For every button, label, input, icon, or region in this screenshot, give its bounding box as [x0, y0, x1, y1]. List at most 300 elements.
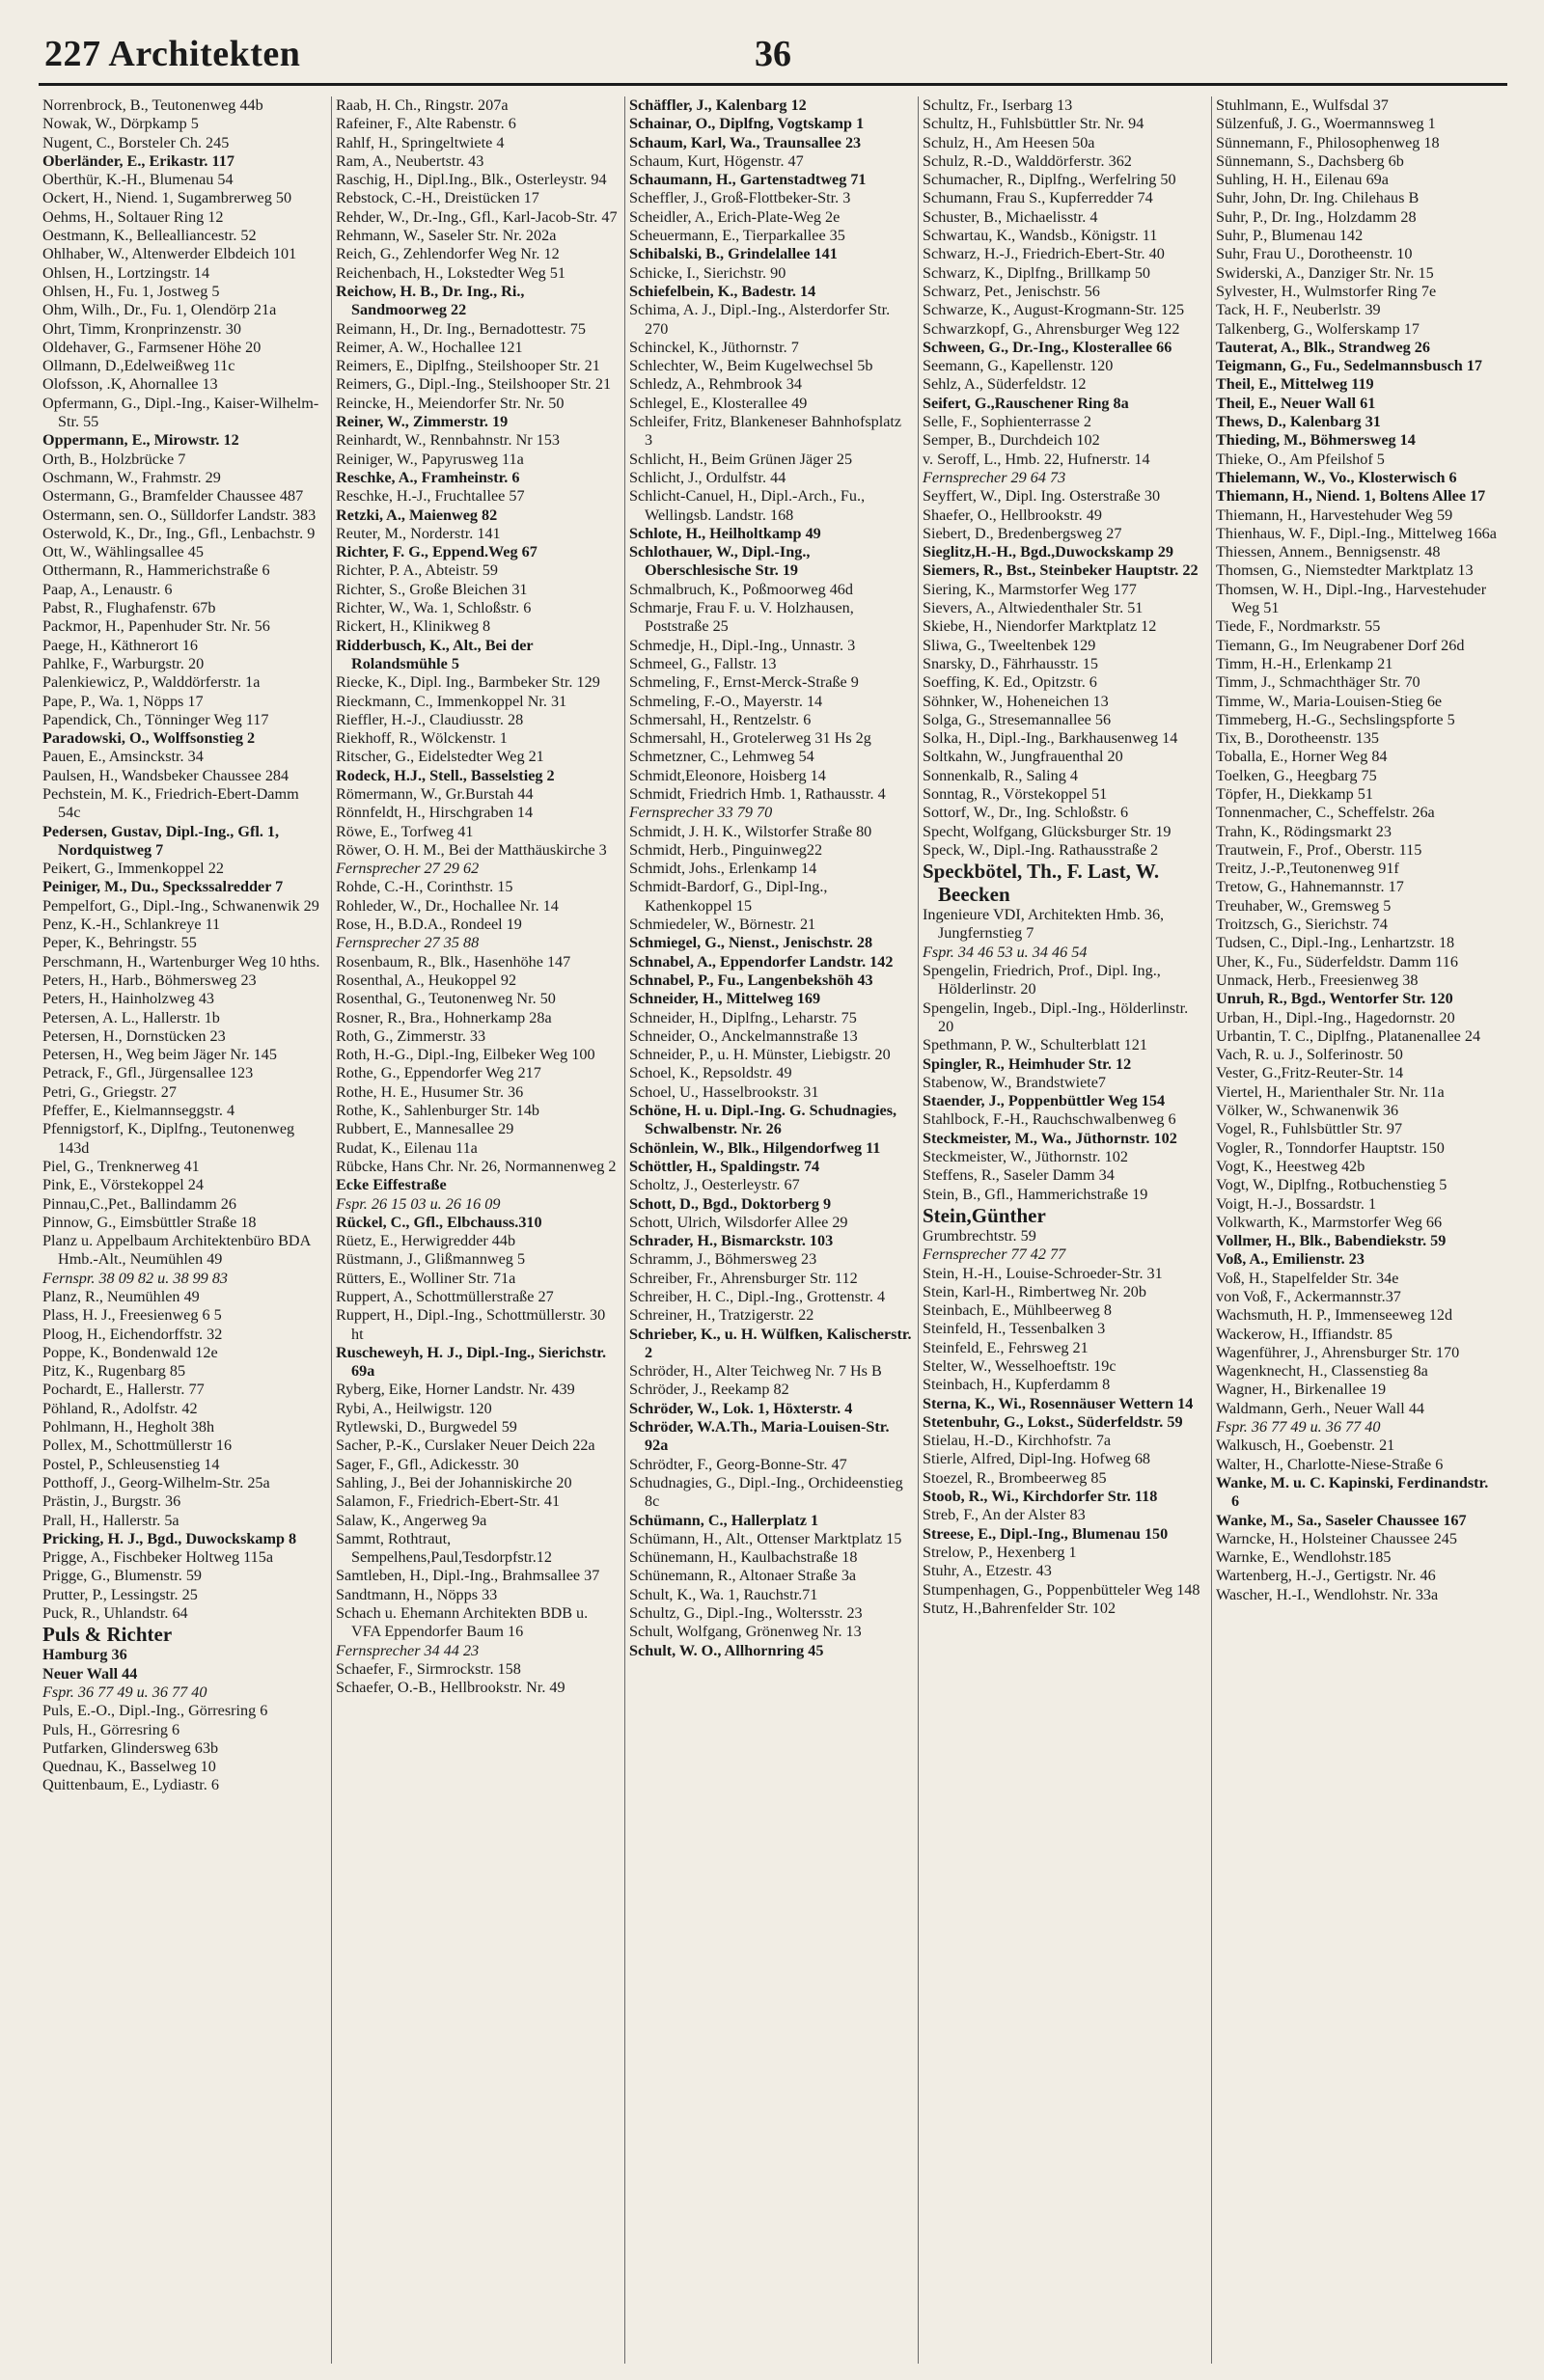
directory-entry: Schlicht-Canuel, H., Dipl.-Arch., Fu., Wellingsb. Landstr. 168 — [629, 487, 866, 524]
directory-entry: Wachsmuth, H. P., Immenseeweg 12d — [1216, 1306, 1453, 1325]
directory-entry: Oppermann, E., Mirowstr. 12 — [42, 431, 239, 450]
directory-entry: Steinbach, H., Kupferdamm 8 — [923, 1376, 1111, 1394]
directory-entry: Schmarje, Frau F. u. V. Holzhausen, Poststraße 25 — [629, 599, 854, 636]
directory-entry: Pfeffer, E., Kielmannseggstr. 4 — [42, 1102, 235, 1120]
directory-entry: Vogt, W., Diplfng., Rotbuchenstieg 5 — [1216, 1176, 1448, 1194]
directory-entry: Sandtmann, H., Nöpps 33 — [336, 1585, 498, 1603]
directory-entry: Prästin, J., Burgstr. 36 — [42, 1492, 181, 1511]
directory-entry: Schmeel, G., Fallstr. 13 — [629, 654, 777, 672]
directory-entry: Steffens, R., Saseler Damm 34 — [923, 1166, 1115, 1185]
directory-entry: Tiede, F., Nordmarkstr. 55 — [1216, 617, 1381, 636]
directory-entry: Retzki, A., Maienweg 82 — [336, 506, 498, 524]
directory-entry: Wanke, M., Sa., Saseler Chaussee 167 — [1216, 1511, 1467, 1529]
directory-entry: Timm, J., Schmachthäger Str. 70 — [1216, 673, 1420, 692]
directory-entry: Roth, G., Zimmerstr. 33 — [336, 1026, 486, 1045]
directory-entry: Schaumann, H., Gartenstadtweg 71 — [629, 171, 867, 189]
directory-entry: Rubbert, E., Mannesallee 29 — [336, 1120, 514, 1138]
directory-entry: Schwarz, H.-J., Friedrich-Ebert-Str. 40 — [923, 245, 1165, 263]
directory-entry: Schicke, I., Sierichstr. 90 — [629, 263, 786, 282]
directory-entry: Schmidt,Eleonore, Hoisberg 14 — [629, 766, 826, 784]
directory-entry: Reichow, H. B., Dr. Ing., Ri., Sandmoorweg 22 — [336, 282, 525, 319]
directory-entry: Schaum, Karl, Wa., Traunsallee 23 — [629, 133, 862, 151]
directory-entry: Fernsprecher 29 64 73 — [923, 468, 1066, 486]
directory-entry: Schrödter, F., Georg-Bonne-Str. 47 — [629, 1455, 847, 1473]
directory-entry: Puck, R., Uhlandstr. 64 — [42, 1604, 188, 1623]
directory-entry: Nugent, C., Borsteler Ch. 245 — [42, 133, 230, 151]
column-2 — [332, 96, 625, 2364]
directory-entry: Stumpenhagen, G., Poppenbütteler Weg 148 — [923, 1580, 1200, 1599]
directory-entry: Tix, B., Dorotheenstr. 135 — [1216, 729, 1379, 748]
directory-entry: Paege, H., Käthnerort 16 — [42, 636, 198, 654]
directory-entry: Treitz, J.-P.,Teutonenweg 91f — [1216, 860, 1399, 878]
directory-entry: Neuer Wall 44 — [42, 1664, 138, 1682]
directory-entry: Thiessen, Annem., Bennigsenstr. 48 — [1216, 543, 1441, 561]
directory-entry: Thomsen, G., Niemstedter Marktplatz 13 — [1216, 561, 1474, 580]
directory-entry: Fspr. 36 77 49 u. 36 77 40 — [42, 1682, 207, 1701]
directory-entry: Teigmann, G., Fu., Sedelmannsbusch 17 — [1216, 357, 1483, 375]
section-title: 227 Architekten — [44, 34, 301, 74]
directory-entry: Petersen, H., Dornstücken 23 — [42, 1026, 226, 1045]
directory-entry: Schönlein, W., Blk., Hilgendorfweg 11 — [629, 1138, 881, 1157]
directory-entry: Schmeling, F., Ernst-Merck-Straße 9 — [629, 673, 859, 692]
directory-entry: Schröder, W.A.Th., Maria-Louisen-Str. 92a — [629, 1418, 890, 1455]
directory-entry: Schmiedeler, W., Börnestr. 21 — [629, 916, 816, 934]
directory-entry: Siering, K., Marmstorfer Weg 177 — [923, 580, 1137, 598]
directory-entry: Perschmann, H., Wartenburger Weg 10 hths. — [42, 952, 320, 971]
directory-entry: Thomsen, W. H., Dipl.-Ing., Harvestehuder Weg 51 — [1216, 580, 1487, 617]
directory-entry: Olofsson, .K, Ahornallee 13 — [42, 375, 218, 394]
column-4 — [919, 96, 1212, 2364]
directory-entry: Tretow, G., Hahnemannstr. 17 — [1216, 878, 1404, 896]
directory-entry: Sottorf, W., Dr., Ing. Schloßstr. 6 — [923, 804, 1129, 822]
directory-entry: Strelow, P., Hexenberg 1 — [923, 1543, 1077, 1561]
directory-entry: Soeffing, K. Ed., Opitzstr. 6 — [923, 673, 1097, 692]
directory-entry: Seifert, G.,Rauschener Ring 8a — [923, 394, 1129, 412]
directory-entry: Sonnenkalb, R., Saling 4 — [923, 766, 1078, 784]
directory-entry: Speckbötel, Th., F. Last, W. Beecken — [923, 860, 1160, 907]
column-3 — [625, 96, 919, 2364]
directory-entry: Ohlsen, H., Lortzingstr. 14 — [42, 263, 210, 282]
directory-entry: Schmeling, F.-O., Mayerstr. 14 — [629, 692, 823, 710]
directory-entry: Reimers, E., Diplfng., Steilshooper Str. 21 — [336, 357, 600, 375]
directory-entry: Trautwein, F., Prof., Oberstr. 115 — [1216, 840, 1422, 859]
directory-entry: Wackerow, H., Iffiandstr. 85 — [1216, 1325, 1392, 1343]
directory-entry: Reschke, H.-J., Fruchtallee 57 — [336, 487, 525, 506]
directory-entry: Orth, B., Holzbrücke 7 — [42, 450, 186, 468]
directory-entry: Oehms, H., Soltauer Ring 12 — [42, 207, 224, 226]
directory-entry: Semper, B., Durchdeich 102 — [923, 431, 1100, 450]
directory-entry: Söhnker, W., Hoheneichen 13 — [923, 692, 1109, 710]
directory-entry: Stein, B., Gfl., Hammerichstraße 19 — [923, 1185, 1148, 1203]
directory-entry: Richter, W., Wa. 1, Schloßstr. 6 — [336, 599, 532, 617]
directory-entry: Ruppert, H., Dipl.-Ing., Schottmüllerstr. 30 ht — [336, 1306, 606, 1343]
directory-entry: Piel, G., Trenknerweg 41 — [42, 1157, 200, 1175]
directory-entry: Schach u. Ehemann Architekten BDB u. VFA Eppendorfer Baum 16 — [336, 1604, 589, 1641]
directory-entry: Tack, H. F., Neuberlstr. 39 — [1216, 301, 1381, 319]
directory-entry: Richter, P. A., Abteistr. 59 — [336, 561, 498, 580]
directory-entry: Reinhardt, W., Rennbahnstr. Nr 153 — [336, 431, 560, 450]
directory-entry: Peikert, G., Immenkoppel 22 — [42, 860, 224, 878]
directory-entry: Fernspr. 38 09 82 u. 38 99 83 — [42, 1269, 229, 1287]
directory-entry: Schledz, A., Rehmbrook 34 — [629, 375, 802, 394]
directory-entry: Speck, W., Dipl.-Ing. Rathausstraße 2 — [923, 840, 1159, 859]
directory-entry: Vogt, K., Heestweg 42b — [1216, 1157, 1365, 1175]
directory-entry: Osterwold, K., Dr., Ing., Gfl., Lenbachstr. 9 — [42, 524, 316, 542]
directory-entry: Planz, R., Neumühlen 49 — [42, 1288, 200, 1305]
directory-entry: Völker, W., Schwanenwik 36 — [1216, 1102, 1399, 1120]
directory-entry: Swiderski, A., Danziger Str. Nr. 15 — [1216, 263, 1434, 282]
directory-entry: Oschmann, W., Frahmstr. 29 — [42, 468, 221, 486]
directory-entry: Fernsprecher 33 79 70 — [629, 804, 773, 822]
directory-entry: Pitz, K., Rugenbarg 85 — [42, 1362, 186, 1381]
directory-entry: Suhr, P., Dr. Ing., Holzdamm 28 — [1216, 207, 1417, 226]
directory-entry: Schröder, H., Alter Teichweg Nr. 7 Hs B — [629, 1362, 882, 1381]
directory-entry: Schrieber, K., u. H. Wülfken, Kalischerstr. 2 — [629, 1325, 912, 1361]
directory-entry: Petri, G., Griegstr. 27 — [42, 1082, 177, 1101]
directory-entry: Rosenthal, A., Heukoppel 92 — [336, 971, 517, 989]
directory-entry: Quednau, K., Basselweg 10 — [42, 1758, 216, 1776]
directory-entry: Schneider, H., Diplfng., Leharstr. 75 — [629, 1008, 857, 1026]
directory-entry: Nowak, W., Dörpkamp 5 — [42, 115, 199, 133]
directory-entry: Sahling, J., Bei der Johanniskirche 20 — [336, 1473, 572, 1491]
directory-entry: Unruh, R., Bgd., Wentorfer Str. 120 — [1216, 990, 1453, 1008]
directory-entry: Pauen, E., Amsinckstr. 34 — [42, 748, 204, 766]
directory-entry: Schmedje, H., Dipl.-Ing., Unnastr. 3 — [629, 636, 856, 654]
directory-entry: Rytlewski, D., Burgwedel 59 — [336, 1418, 517, 1436]
directory-entry: Peters, H., Harb., Böhmersweg 23 — [42, 971, 257, 989]
directory-entry: Fernsprecher 27 35 88 — [336, 934, 480, 952]
directory-entry: Rosenbaum, R., Blk., Hasenhöhe 147 — [336, 952, 571, 971]
directory-entry: Siemers, R., Bst., Steinbeker Hauptstr. 22 — [923, 561, 1199, 580]
directory-entry: Ingenieure VDI, Architekten Hmb. 36, Jungfernstieg 7 — [923, 906, 1165, 943]
directory-entry: Petrack, F., Gfl., Jürgensallee 123 — [42, 1064, 254, 1082]
directory-entry: Tonnenmacher, C., Scheffelstr. 26a — [1216, 804, 1435, 822]
directory-entry: Waldmann, Gerh., Neuer Wall 44 — [1216, 1399, 1425, 1417]
directory-entry: Samtleben, H., Dipl.-Ing., Brahmsallee 37 — [336, 1567, 600, 1585]
directory-entry: Schreiber, H. C., Dipl.-Ing., Grottenstr. 4 — [629, 1288, 886, 1305]
directory-entry: Schmidt, Johs., Erlenkamp 14 — [629, 860, 817, 878]
directory-entry: Pape, P., Wa. 1, Nöpps 17 — [42, 692, 204, 710]
directory-entry: Solka, H., Dipl.-Ing., Barkhausenweg 14 — [923, 729, 1178, 748]
directory-entry: Suhr, John, Dr. Ing. Chilehaus B — [1216, 189, 1420, 207]
directory-entry: Pechstein, M. K., Friedrich-Ebert-Damm 54c — [42, 784, 299, 822]
directory-entry: Pricking, H. J., Bgd., Duwockskamp 8 — [42, 1529, 297, 1547]
directory-entry: Stein, H.-H., Louise-Schroeder-Str. 31 — [923, 1264, 1163, 1282]
directory-entry: Schultz, G., Dipl.-Ing., Woltersstr. 23 — [629, 1604, 863, 1623]
directory-entry: Schmetzner, C., Lehmweg 54 — [629, 748, 814, 766]
directory-entry: Timm, H.-H., Erlenkamp 21 — [1216, 654, 1393, 672]
directory-entry: Steckmeister, W., Jüthornstr. 102 — [923, 1148, 1128, 1166]
directory-entry: Unmack, Herb., Freesienweg 38 — [1216, 971, 1419, 989]
directory-entry: Schainar, O., Diplfng, Vogtskamp 1 — [629, 115, 865, 133]
directory-entry: Paulsen, H., Wandsbeker Chaussee 284 — [42, 766, 290, 784]
directory-entry: Schröder, J., Reekamp 82 — [629, 1381, 789, 1399]
directory-entry: Schrader, H., Bismarckstr. 103 — [629, 1232, 834, 1250]
directory-entry: Pink, E., Vörstekoppel 24 — [42, 1176, 204, 1194]
directory-entry: Spengelin, Friedrich, Prof., Dipl. Ing., Hölderlinstr. 20 — [923, 962, 1161, 999]
directory-entry: Röwe, E., Torfweg 41 — [336, 822, 474, 840]
directory-entry: Schlechter, W., Beim Kugelwechsel 5b — [629, 357, 873, 375]
directory-entry: Fspr. 34 46 53 u. 34 46 54 — [923, 943, 1088, 961]
directory-entry: Schlicht, H., Beim Grünen Jäger 25 — [629, 450, 853, 468]
directory-entry: Schumann, Frau S., Kupferredder 74 — [923, 189, 1153, 207]
directory-entry: Rieckmann, C., Immenkoppel Nr. 31 — [336, 692, 567, 710]
directory-entry: Schoel, U., Hasselbrookstr. 31 — [629, 1082, 819, 1101]
directory-entry: Rieffler, H.-J., Claudiusstr. 28 — [336, 710, 524, 728]
directory-entry: Paradowski, O., Wolffsonstieg 2 — [42, 729, 256, 748]
directory-entry: Rohde, C.-H., Corinthstr. 15 — [336, 878, 513, 896]
directory-entry: Ruppert, A., Schottmüllerstraße 27 — [336, 1288, 554, 1305]
directory-entry: Schwarze, K., August-Krogmann-Str. 125 — [923, 301, 1185, 319]
directory-entry: Volkwarth, K., Marmstorfer Weg 66 — [1216, 1213, 1443, 1231]
directory-entry: Stein, Karl-H., Rimbertweg Nr. 20b — [923, 1282, 1146, 1300]
directory-entry: Oestmann, K., Bellealliancestr. 52 — [42, 227, 257, 245]
directory-entry: Pabst, R., Flughafenstr. 67b — [42, 599, 216, 617]
directory-entry: Trahn, K., Rödingsmarkt 23 — [1216, 822, 1392, 840]
directory-entry: Ryberg, Eike, Horner Landstr. Nr. 439 — [336, 1381, 575, 1399]
directory-entry: Norrenbrock, B., Teutonenweg 44b — [42, 96, 263, 114]
directory-entry: Warnke, E., Wendlohstr.185 — [1216, 1548, 1392, 1567]
directory-columns — [39, 96, 1507, 2364]
directory-entry: Schiefelbein, K., Badestr. 14 — [629, 282, 816, 300]
directory-entry: Shaefer, O., Hellbrookstr. 49 — [923, 506, 1102, 524]
directory-entry: Reschke, A., Framheinstr. 6 — [336, 468, 520, 486]
directory-entry: Schlicht, J., Ordulfstr. 44 — [629, 468, 786, 486]
directory-entry: Stahlbock, F.-H., Rauchschwalbenweg 6 — [923, 1110, 1176, 1129]
directory-entry: Schleifer, Fritz, Blankeneser Bahnhofsplatz 3 — [629, 413, 902, 450]
directory-entry: Schmidt-Bardorf, G., Dipl-Ing., Kathenkoppel 15 — [629, 878, 828, 915]
directory-entry: Pohlmann, H., Hegholt 38h — [42, 1418, 215, 1436]
directory-entry: Rübcke, Hans Chr. Nr. 26, Normannenweg 2 — [336, 1157, 617, 1175]
directory-entry: Thiemann, H., Niend. 1, Boltens Allee 17 — [1216, 487, 1486, 506]
directory-entry: Schmalbruch, K., Poßmoorweg 46d — [629, 580, 853, 598]
directory-entry: Rafeiner, F., Alte Rabenstr. 6 — [336, 115, 516, 133]
directory-entry: Urban, H., Dipl.-Ing., Hagedornstr. 20 — [1216, 1008, 1455, 1026]
directory-entry: Postel, P., Schleusenstieg 14 — [42, 1455, 220, 1473]
directory-entry: Ockert, H., Niend. 1, Sugambrerweg 50 — [42, 189, 292, 207]
directory-entry: Rebstock, C.-H., Dreistücken 17 — [336, 189, 539, 207]
directory-entry: Ram, A., Neubertstr. 43 — [336, 151, 484, 170]
directory-entry: Schneider, O., Anckelmannstraße 13 — [629, 1026, 858, 1045]
directory-entry: Pollex, M., Schottmüllerstr 16 — [42, 1436, 233, 1455]
page-number: 36 — [755, 34, 791, 74]
directory-entry: Scheuermann, E., Tierparkallee 35 — [629, 227, 845, 245]
directory-entry: Ollmann, D.,Edelweißweg 11c — [42, 357, 235, 375]
directory-entry: Prigge, A., Fischbeker Holtweg 115a — [42, 1548, 274, 1567]
directory-entry: Plass, H. J., Freesienweg 6 5 — [42, 1306, 222, 1325]
directory-entry: Stielau, H.-D., Kirchhofstr. 7a — [923, 1432, 1112, 1450]
directory-entry: Schima, A. J., Dipl.-Ing., Alsterdorfer Str. 270 — [629, 301, 891, 338]
directory-entry: Schult, K., Wa. 1, Rauchstr.71 — [629, 1585, 818, 1603]
directory-entry: Spengelin, Ingeb., Dipl.-Ing., Hölderlinstr. 20 — [923, 999, 1189, 1035]
directory-entry: Vester, G.,Fritz-Reuter-Str. 14 — [1216, 1064, 1404, 1082]
directory-entry: Rüetz, E., Herwigredder 44b — [336, 1232, 516, 1250]
directory-entry: Tiemann, G., Im Neugrabener Dorf 26d — [1216, 636, 1465, 654]
column-5 — [1212, 96, 1505, 2364]
directory-entry: Timme, W., Maria-Louisen-Stieg 6e — [1216, 692, 1443, 710]
directory-entry: Wartenberg, H.-J., Gertigstr. Nr. 46 — [1216, 1567, 1436, 1585]
directory-entry: Pahlke, F., Warburgstr. 20 — [42, 654, 205, 672]
directory-entry: Pöhland, R., Adolfstr. 42 — [42, 1399, 198, 1417]
directory-entry: Schäffler, J., Kalenbarg 12 — [629, 96, 807, 114]
directory-entry: Stabenow, W., Brandstwiete7 — [923, 1073, 1107, 1091]
directory-entry: von Voß, F., Ackermannstr.37 — [1216, 1288, 1401, 1305]
directory-entry: Penz, K.-H., Schlankreye 11 — [42, 916, 221, 934]
directory-entry: Petersen, A. L., Hallerstr. 1b — [42, 1008, 220, 1026]
directory-entry: Fspr. 36 77 49 u. 36 77 40 — [1216, 1418, 1381, 1436]
directory-entry: Reuter, M., Norderstr. 141 — [336, 524, 501, 542]
directory-entry: Oberländer, E., Erikastr. 117 — [42, 151, 234, 170]
directory-entry: Scheffler, J., Groß-Flottbeker-Str. 3 — [629, 189, 851, 207]
directory-entry: Puls, E.-O., Dipl.-Ing., Görresring 6 — [42, 1702, 268, 1720]
directory-entry: Seemann, G., Kapellenstr. 120 — [923, 357, 1114, 375]
directory-entry: Reiniger, W., Papyrusweg 11a — [336, 450, 524, 468]
directory-entry: Specht, Wolfgang, Glücksburger Str. 19 — [923, 822, 1172, 840]
directory-entry: Theil, E., Mittelweg 119 — [1216, 375, 1374, 394]
directory-entry: Grumbrechtstr. 59 — [923, 1226, 1036, 1245]
directory-entry: Römermann, W., Gr.Burstah 44 — [336, 784, 534, 803]
directory-entry: Fernsprecher 77 42 77 — [923, 1245, 1066, 1264]
directory-entry: Schwartau, K., Wandsb., Königstr. 11 — [923, 227, 1158, 245]
directory-entry: Schwarzkopf, G., Ahrensburger Weg 122 — [923, 319, 1180, 338]
directory-entry: Sonntag, R., Vörstekoppel 51 — [923, 784, 1108, 803]
directory-entry: Schott, Ulrich, Wilsdorfer Allee 29 — [629, 1213, 848, 1231]
directory-entry: Peters, H., Hainholzweg 43 — [42, 990, 215, 1008]
directory-entry: Röwer, O. H. M., Bei der Matthäuskirche 3 — [336, 840, 607, 859]
directory-entry: Snarsky, D., Fährhausstr. 15 — [923, 654, 1098, 672]
directory-entry: Reich, G., Zehlendorfer Weg Nr. 12 — [336, 245, 560, 263]
directory-entry: Pochardt, E., Hallerstr. 77 — [42, 1381, 205, 1399]
directory-entry: Wascher, H.-I., Wendlohstr. Nr. 33a — [1216, 1585, 1439, 1603]
directory-entry: Steinfeld, H., Tessenbalken 3 — [923, 1320, 1106, 1338]
directory-entry: Stoezel, R., Brombeerweg 85 — [923, 1468, 1107, 1487]
directory-entry: Papendick, Ch., Tönninger Weg 117 — [42, 710, 269, 728]
directory-entry: Sammt, Rothtraut, Sempelhens,Paul,Tesdorpfstr.12 — [336, 1529, 552, 1567]
directory-entry: Richter, F. G., Eppend.Weg 67 — [336, 543, 538, 561]
directory-entry: Schultz, Fr., Iserbarg 13 — [923, 96, 1073, 114]
directory-entry: Peper, K., Behringstr. 55 — [42, 934, 197, 952]
directory-entry: Prigge, G., Blumenstr. 59 — [42, 1567, 203, 1585]
directory-entry: Siebert, D., Bredenbergsweg 27 — [923, 524, 1122, 542]
directory-entry: Paap, A., Lenaustr. 6 — [42, 580, 173, 598]
directory-entry: Rosenthal, G., Teutonenweg Nr. 50 — [336, 990, 556, 1008]
directory-entry: Rütters, E., Wolliner Str. 71a — [336, 1269, 516, 1287]
directory-entry: Schmersahl, H., Grotelerweg 31 Hs 2g — [629, 729, 871, 748]
directory-entry: Fernsprecher 34 44 23 — [336, 1641, 480, 1659]
directory-entry: Vogel, R., Fuhlsbüttler Str. 97 — [1216, 1120, 1403, 1138]
directory-entry: Solga, G., Stresemannallee 56 — [923, 710, 1112, 728]
directory-entry: Riekhoff, R., Wölckenstr. 1 — [336, 729, 508, 748]
directory-entry: Schmidt, J. H. K., Wilstorfer Straße 80 — [629, 822, 872, 840]
directory-entry: Schultz, H., Fuhlsbüttler Str. Nr. 94 — [923, 115, 1144, 133]
directory-entry: Reichenbach, H., Lokstedter Weg 51 — [336, 263, 565, 282]
directory-entry: Voß, A., Emilienstr. 23 — [1216, 1250, 1365, 1269]
directory-entry: Thieding, M., Böhmersweg 14 — [1216, 431, 1416, 450]
directory-entry: Ritscher, G., Eidelstedter Weg 21 — [336, 748, 544, 766]
directory-entry: Opfermann, G., Dipl.-Ing., Kaiser-Wilhelm-Str. 55 — [42, 394, 319, 431]
directory-entry: Schünemann, R., Altonaer Straße 3a — [629, 1567, 857, 1585]
directory-entry: Petersen, H., Weg beim Jäger Nr. 145 — [42, 1046, 277, 1064]
directory-entry: Raab, H. Ch., Ringstr. 207a — [336, 96, 509, 114]
directory-entry: Suhr, P., Blumenau 142 — [1216, 227, 1364, 245]
directory-entry: Schöne, H. u. Dipl.-Ing. G. Schudnagies, Schwalbenstr. Nr. 26 — [629, 1102, 897, 1138]
directory-entry: Pinnow, G., Eimsbüttler Straße 18 — [42, 1213, 257, 1231]
directory-entry: Staender, J., Poppenbüttler Weg 154 — [923, 1092, 1166, 1110]
directory-entry: Pedersen, Gustav, Dipl.-Ing., Gfl. 1, Nordquistweg 7 — [42, 822, 280, 859]
directory-entry: Schudnagies, G., Dipl.-Ing., Orchideenstieg 8c — [629, 1473, 903, 1511]
directory-entry: Rosner, R., Bra., Hohnerkamp 28a — [336, 1008, 552, 1026]
directory-entry: Ploog, H., Eichendorffstr. 32 — [42, 1325, 223, 1343]
directory-entry: Rose, H., B.D.A., Rondeel 19 — [336, 916, 522, 934]
directory-entry: Schulz, H., Am Heesen 50a — [923, 133, 1095, 151]
directory-entry: Potthoff, J., Georg-Wilhelm-Str. 25a — [42, 1473, 270, 1491]
directory-entry: Sünnemann, S., Dachsberg 6b — [1216, 151, 1404, 170]
directory-entry: Puls, H., Görresring 6 — [42, 1720, 180, 1738]
directory-entry: Rönnfeldt, H., Hirschgraben 14 — [336, 804, 534, 822]
directory-entry: Rothe, G., Eppendorfer Weg 217 — [336, 1064, 541, 1082]
directory-entry: Stuhr, A., Etzestr. 43 — [923, 1562, 1052, 1580]
directory-entry: Skiebe, H., Niendorfer Marktplatz 12 — [923, 617, 1157, 636]
directory-entry: Raschig, H., Dipl.Ing., Blk., Osterleystr. 94 — [336, 171, 607, 189]
directory-entry: Spingler, R., Heimhuder Str. 12 — [923, 1054, 1132, 1073]
directory-entry: Viertel, H., Marienthaler Str. Nr. 11a — [1216, 1082, 1445, 1101]
directory-entry: Ohlsen, H., Fu. 1, Jostweg 5 — [42, 282, 220, 300]
page-header — [39, 31, 1507, 86]
directory-entry: Schumacher, R., Diplfng., Werfelring 50 — [923, 171, 1176, 189]
directory-entry: Wagenknecht, H., Classenstieg 8a — [1216, 1362, 1428, 1381]
directory-entry: Ruscheweyh, H. J., Dipl.-Ing., Sierichstr. 69a — [336, 1343, 606, 1381]
directory-entry: Ostermann, G., Bramfelder Chaussee 487 — [42, 487, 304, 506]
directory-entry: Schwarz, Pet., Jenischstr. 56 — [923, 282, 1100, 300]
directory-entry: Wagenführer, J., Ahrensburger Str. 170 — [1216, 1343, 1460, 1361]
directory-entry: Reincke, H., Meiendorfer Str. Nr. 50 — [336, 394, 565, 412]
directory-entry: Timmeberg, H.-G., Sechslingspforte 5 — [1216, 710, 1455, 728]
directory-entry: Schneider, P., u. H. Münster, Liebigstr. 20 — [629, 1046, 891, 1064]
directory-entry: Salaw, K., Angerweg 9a — [336, 1511, 487, 1529]
directory-entry: Fernsprecher 27 29 62 — [336, 860, 480, 878]
directory-entry: Schümann, C., Hallerplatz 1 — [629, 1511, 819, 1529]
directory-entry: Uher, K., Fu., Süderfeldstr. Damm 116 — [1216, 952, 1458, 971]
directory-entry: Suhling, H. H., Eilenau 69a — [1216, 171, 1389, 189]
directory-entry: Spethmann, P. W., Schulterblatt 121 — [923, 1036, 1147, 1054]
directory-entry: Schünemann, H., Kaulbachstraße 18 — [629, 1548, 858, 1567]
directory-entry: Sülzenfuß, J. G., Woermannsweg 1 — [1216, 115, 1436, 133]
directory-entry: Schröder, W., Lok. 1, Höxterstr. 4 — [629, 1399, 853, 1417]
directory-entry: Ridderbusch, K., Alt., Bei der Rolandsmühle 5 — [336, 636, 534, 672]
directory-entry: Ohrt, Timm, Kronprinzenstr. 30 — [42, 319, 241, 338]
directory-entry: Thielemann, W., Vo., Klosterwisch 6 — [1216, 468, 1457, 486]
directory-entry: Toballa, E., Horner Weg 84 — [1216, 748, 1388, 766]
directory-entry: Peiniger, M., Du., Speckssalredder 7 — [42, 878, 284, 896]
directory-entry: Riecke, K., Dipl. Ing., Barmbeker Str. 129 — [336, 673, 600, 692]
directory-entry: Rothe, H. E., Husumer Str. 36 — [336, 1082, 524, 1101]
directory-entry: Thews, D., Kalenbarg 31 — [1216, 413, 1381, 431]
directory-entry: Thienhaus, W. F., Dipl.-Ing., Mittelweg 166a — [1216, 524, 1497, 542]
directory-entry: Rahlf, H., Springeltwiete 4 — [336, 133, 505, 151]
directory-entry: Sievers, A., Altwiedenthaler Str. 51 — [923, 599, 1144, 617]
directory-entry: Pfennigstorf, K., Diplfng., Teutonenweg 143d — [42, 1120, 295, 1157]
directory-entry: Schmersahl, H., Rentzelstr. 6 — [629, 710, 812, 728]
directory-entry: Walkusch, H., Goebenstr. 21 — [1216, 1436, 1395, 1455]
directory-entry: Schlegel, E., Klosterallee 49 — [629, 394, 808, 412]
directory-entry: Troitzsch, G., Sierichstr. 74 — [1216, 916, 1388, 934]
directory-entry: Suhr, Frau U., Dorotheenstr. 10 — [1216, 245, 1413, 263]
directory-entry: Ott, W., Wählingsallee 45 — [42, 543, 204, 561]
directory-entry: Schaefer, O.-B., Hellbrookstr. Nr. 49 — [336, 1679, 565, 1697]
directory-entry: Schaum, Kurt, Högenstr. 47 — [629, 151, 804, 170]
directory-entry: Steinbach, E., Mühlbeerweg 8 — [923, 1301, 1112, 1320]
directory-entry: Sterna, K., Wi., Rosennäuser Wettern 14 — [923, 1394, 1194, 1412]
